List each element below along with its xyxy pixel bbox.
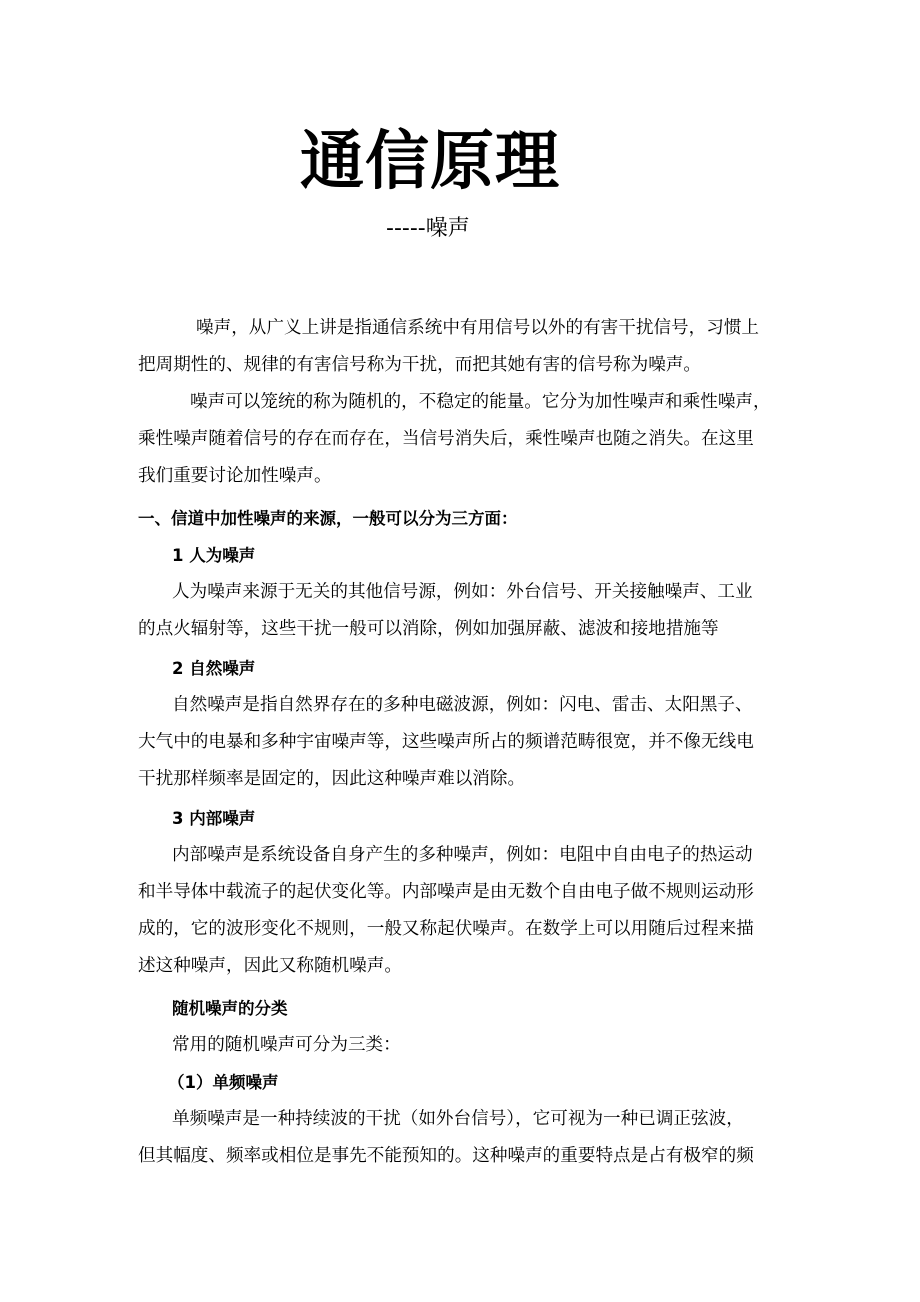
paragraph-line: 述这种噪声，因此又称随机噪声。: [138, 956, 402, 976]
paragraph-line: 人为噪声来源于无关的其他信号源，例如：外台信号、开关接触噪声、工业: [172, 582, 753, 602]
paragraph-line: 干扰那样频率是固定的，因此这种噪声难以消除。: [138, 769, 526, 789]
paragraph-line: 的点火辐射等，这些干扰一般可以消除，例如加强屏蔽、滤波和接地措施等: [138, 619, 719, 639]
intro-paragraph-2: [138, 384, 790, 495]
paragraph-line: 自然噪声是指自然界存在的多种电磁波源，例如：闪电、雷击、太阳黑子、: [172, 695, 753, 715]
random-noise-section: [138, 990, 790, 1175]
paragraph-line: 成的，它的波形变化不规则，一般又称起伏噪声。在数学上可以用随后过程来描: [138, 919, 754, 939]
section-heading: 随机噪声的分类: [172, 999, 288, 1018]
paragraph-line: 我们重要讨论加性噪声。: [138, 466, 332, 486]
paragraph-line: 大气中的电暴和多种宇宙噪声等，这些噪声所占的频谱范畴很宽，并不像无线电: [138, 732, 754, 752]
paragraph-line: 但其幅度、频率或相位是事先不能预知的。这种噪声的重要特点是占有极窄的频: [138, 1146, 754, 1166]
intro-paragraph-1: [138, 310, 790, 384]
subsection-heading: 3 内部噪声: [172, 809, 256, 828]
document-subtitle: -----噪声: [386, 216, 470, 241]
subsection-heading: 2 自然噪声: [172, 659, 256, 678]
section-1: [138, 500, 790, 537]
subsection-heading: （1）单频噪声: [168, 1073, 279, 1092]
paragraph-line: 和半导体中载流子的起伏变化等。内部噪声是由无数个自由电子做不规则运动形: [138, 882, 754, 902]
subsection-heading: 1 人为噪声: [172, 546, 256, 565]
subsection-internal-noise: [138, 800, 790, 985]
paragraph-line: 把周期性的、规律的有害信号称为干扰，而把其她有害的信号称为噪声。: [138, 355, 702, 375]
paragraph-line: 噪声可以笼统的称为随机的，不稳定的能量。它分为加性噪声和乘性噪声，: [190, 392, 771, 412]
section-heading: 一、信道中加性噪声的来源，一般可以分为三方面：: [138, 509, 518, 528]
paragraph-line: 噪声，从广义上讲是指通信系统中有用信号以外的有害干扰信号，习惯上: [196, 318, 760, 338]
paragraph-line: 乘性噪声随着信号的存在而存在，当信号消失后，乘性噪声也随之消失。在这里: [138, 429, 754, 449]
paragraph-line: 单频噪声是一种持续波的干扰（如外台信号），它可视为一种已调正弦波，: [172, 1109, 744, 1129]
subsection-man-made-noise: [138, 537, 790, 648]
paragraph-line: 内部噪声是系统设备自身产生的多种噪声，例如：电阻中自由电子的热运动: [172, 845, 753, 865]
subsection-natural-noise: [138, 650, 790, 798]
paragraph-line: 常用的随机噪声可分为三类：: [172, 1035, 401, 1055]
document-title: 通信原理: [300, 125, 560, 199]
